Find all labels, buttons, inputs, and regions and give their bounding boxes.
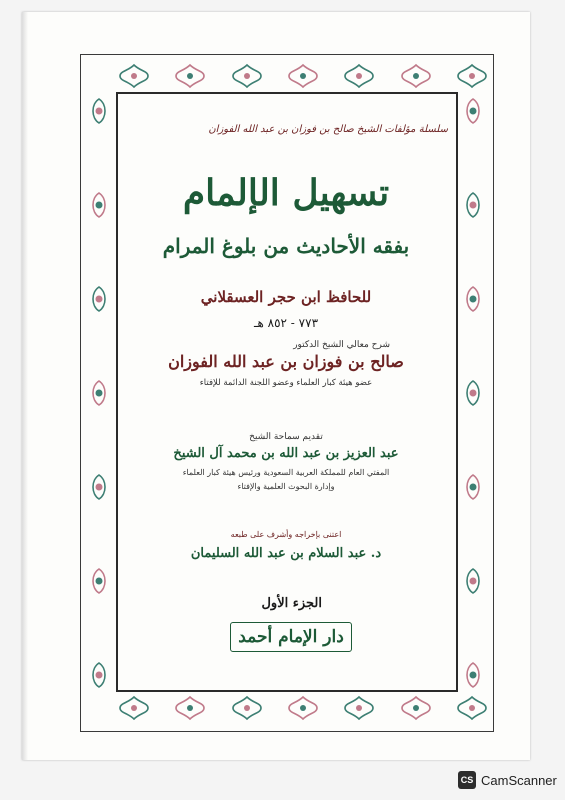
bottom-ornament-row <box>118 690 488 726</box>
book-subtitle: بفقه الأحاديث من بلوغ المرام <box>162 234 410 258</box>
ornament-icon <box>231 63 263 89</box>
ornament-icon <box>457 568 489 594</box>
introducer-title-line2: وإدارة البحوث العلمية والإفتاء <box>237 482 335 491</box>
ornament-icon <box>457 98 489 124</box>
ornament-icon <box>343 63 375 89</box>
cover-content <box>120 102 452 682</box>
page-spine-shadow <box>22 12 28 760</box>
author-name: للحافظ ابن حجر العسقلاني <box>200 288 372 306</box>
ornament-icon <box>118 63 150 89</box>
author-dates: ٧٧٣ - ٨٥٢ هـ <box>253 316 319 330</box>
volume-label: الجزء الأول <box>261 596 322 611</box>
commentary-label: شرح معالي الشيخ الدكتور <box>293 340 390 350</box>
ornament-icon <box>174 695 206 721</box>
ornament-icon <box>287 63 319 89</box>
ornament-icon <box>83 568 115 594</box>
ornament-icon <box>174 63 206 89</box>
camscanner-logo-icon: CS <box>458 771 476 789</box>
ornament-icon <box>83 474 115 500</box>
ornament-icon <box>83 98 115 124</box>
ornament-icon <box>457 662 489 688</box>
introducer-title-line1: المفتي العام للمملكة العربية السعودية ورئيس هيئة كبار العلماء <box>182 468 390 477</box>
ornament-icon <box>287 695 319 721</box>
editor-label: اعتنى بإخراجه وأشرف على طبعه <box>230 530 342 539</box>
introduction-label: تقديم سماحة الشيخ <box>249 432 323 442</box>
commentator-title: عضو هيئة كبار العلماء وعضو اللجنة الدائمة للإفتاء <box>199 378 373 388</box>
ornament-icon <box>457 286 489 312</box>
ornament-icon <box>457 474 489 500</box>
right-ornament-column <box>456 98 490 688</box>
ornament-icon <box>457 380 489 406</box>
commentator-name: صالح بن فوزان بن عبد الله الفوزان <box>168 352 404 371</box>
left-ornament-column <box>82 98 116 688</box>
ornament-icon <box>83 662 115 688</box>
ornament-icon <box>343 695 375 721</box>
ornament-icon <box>400 695 432 721</box>
ornament-icon <box>83 286 115 312</box>
ornament-icon <box>231 695 263 721</box>
editor-name: د. عبد السلام بن عبد الله السليمان <box>190 546 382 561</box>
series-label: سلسلة مؤلفات الشيخ صالح بن فوزان بن عبد الله الفوزان <box>208 124 448 135</box>
top-ornament-row <box>118 58 488 94</box>
introducer-name: عبد العزيز بن عبد الله بن محمد آل الشيخ <box>173 446 399 461</box>
ornament-icon <box>400 63 432 89</box>
ornament-icon <box>456 63 488 89</box>
ornament-icon <box>457 192 489 218</box>
camscanner-watermark <box>458 771 557 789</box>
ornament-icon <box>118 695 150 721</box>
ornament-icon <box>83 380 115 406</box>
camscanner-label: CamScanner <box>481 772 557 788</box>
book-page <box>22 12 530 760</box>
book-title: تسهيل الإلمام <box>182 172 390 214</box>
publisher-logo: دار الإمام أحمد <box>230 622 352 652</box>
ornament-icon <box>83 192 115 218</box>
ornament-icon <box>456 695 488 721</box>
